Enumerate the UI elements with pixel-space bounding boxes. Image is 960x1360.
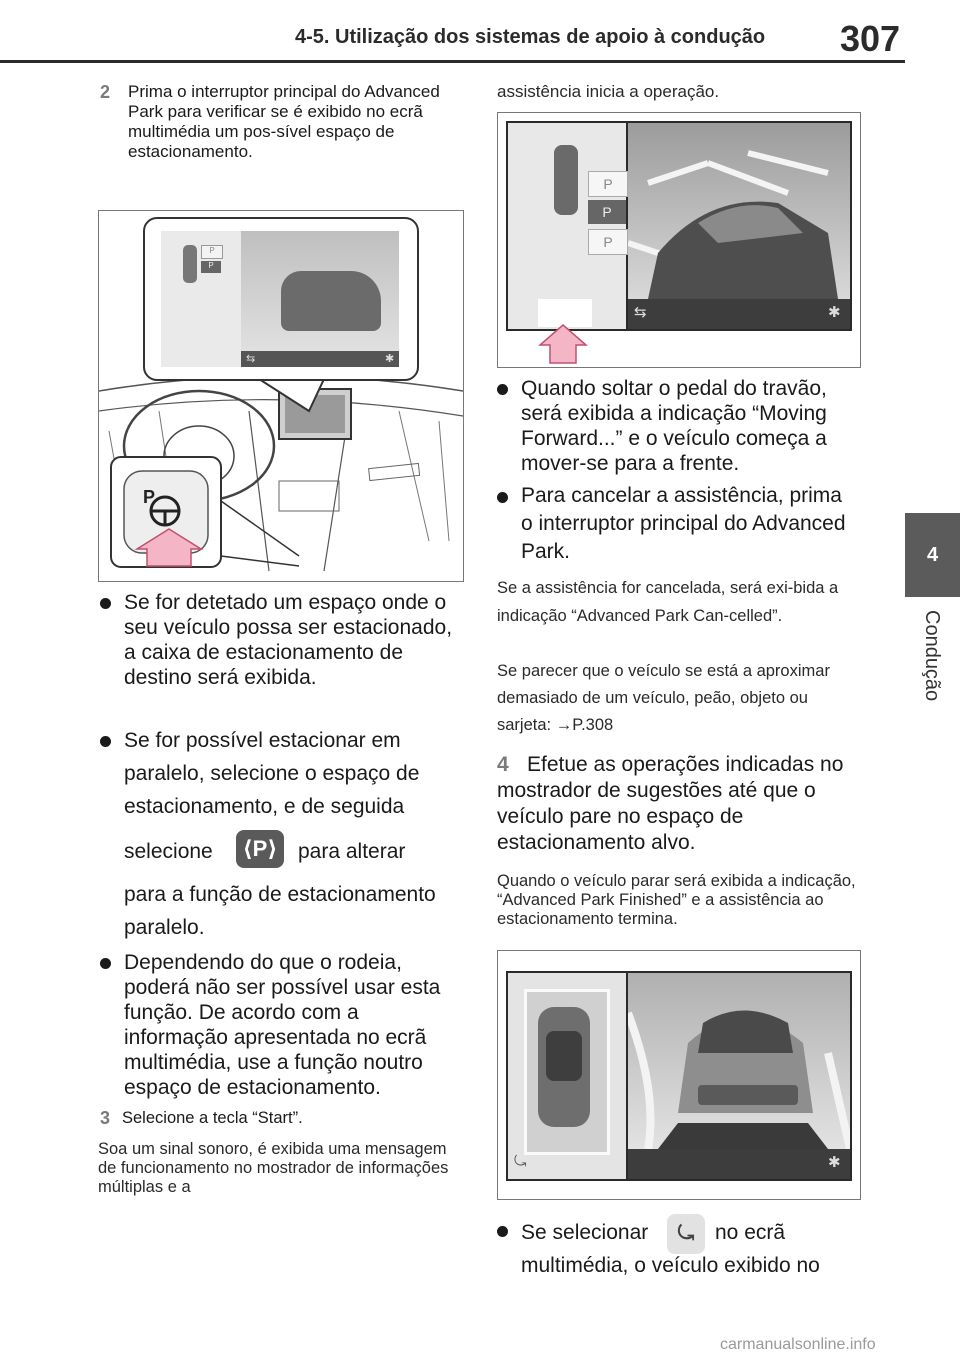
multimedia-screen <box>506 971 852 1181</box>
moving-forward-figure <box>497 112 861 368</box>
cancel-note: Se a assistência for cancelada, será exi-bida a indicação “Advanced Park Can-celled”. <box>497 579 839 625</box>
watermark: carmanualsonline.info <box>720 1336 876 1353</box>
rear-camera-view <box>628 973 850 1149</box>
parking-space-label: P <box>201 245 223 259</box>
parking-space-label-selected: P <box>201 261 221 273</box>
multimedia-screen <box>161 231 399 367</box>
header-divider <box>0 60 905 63</box>
bullet-cancel: Para cancelar a assistência, prima o interruptor principal do Advanced Park. <box>497 482 859 566</box>
parking-space-label-selected: P <box>588 200 626 224</box>
step-4: 4 Efetue as operações indicadas no mostrador de sugestões até que o veículo pare no espaço de estacionamento alvo. <box>497 753 844 854</box>
parallel-park-icon[interactable]: ⇆ <box>246 353 256 365</box>
parking-lines <box>628 123 850 299</box>
page-reference-link[interactable]: →P.308 <box>555 716 614 734</box>
gear-icon[interactable]: ✱ <box>828 1154 841 1171</box>
proximity-note: Se parecer que o veículo se está a aproximar demasiado de um veículo, peão, objeto ou sarjeta: →P.308 <box>497 662 830 734</box>
bullet-dot <box>100 598 111 609</box>
step-4-note: Quando o veículo parar será exibida a indicação, “Advanced Park Finished” e a assistência ao estacionamento termina. <box>497 872 856 928</box>
parking-space-label: P <box>588 171 628 197</box>
screen-callout <box>143 217 419 381</box>
bullet-parallel-parking: Se for possível estacionar em paralelo, selecione o espaço de estacionamento, e de seguida <box>100 724 465 823</box>
pointer-arrow <box>538 323 588 365</box>
chapter-tab: 4 <box>905 513 960 597</box>
gear-icon[interactable]: ✱ <box>828 304 841 321</box>
bullet-dot <box>100 736 111 747</box>
bullet-dot <box>100 958 111 969</box>
chapter-label: Condução <box>921 610 943 702</box>
bullet-dot <box>497 1226 508 1237</box>
bullet-detected-space: Se for detetado um espaço onde o seu veículo possa ser estacionado, a caixa de estacionamento de destino será exibida. <box>100 590 465 690</box>
parking-space-label: P <box>588 229 628 255</box>
bullet-surroundings: Dependendo do que o rodeia, poderá não ser possível usar esta função. De acordo com a informação apresentada no ecrã multimédia, use a função noutro espaço de estacionamento. <box>100 950 465 1100</box>
gear-icon[interactable]: ✱ <box>385 353 395 365</box>
multimedia-screen <box>506 121 852 331</box>
bullet-view-switch-line2: multimédia, o veículo exibido no <box>521 1254 820 1277</box>
page-number: 307 <box>840 18 901 59</box>
step-3: 3 Selecione a tecla “Start”. <box>100 1108 303 1128</box>
continuation-text: assistência inicia a operação. <box>497 82 720 101</box>
step-3-note: Soa um sinal sonoro, é exibida uma mensagem de funcionamento no mostrador de informações múltiplas e a <box>98 1140 449 1196</box>
bullet-parallel-select-line: selecione ⟨P⟩ para alterar <box>124 830 464 874</box>
bullet-parallel-tail: para a função de estacionamento paralelo. <box>124 883 436 939</box>
bullet-moving-forward: Quando soltar o pedal do travão, será exibida a indicação “Moving Forward...” e o veículo começa a mover-se para a frente. <box>497 376 859 476</box>
section-title: 4-5. Utilização dos sistemas de apoio à condução <box>295 26 766 48</box>
parallel-park-icon[interactable]: ⇆ <box>634 304 647 321</box>
park-finished-figure <box>497 950 861 1200</box>
view-switch-icon: ⤿ <box>667 1214 705 1254</box>
step-2-text: Prima o interruptor principal do Advanced Park para verificar se é exibido no ecrã multimédia um pos-sível espaço de estacionamento. <box>128 82 440 161</box>
dashboard-figure <box>98 210 464 582</box>
view-switch-icon[interactable]: ⤿ <box>514 1153 527 1170</box>
bullet-view-switch: Se selecionar ⤿ no ecrã <box>497 1214 859 1258</box>
bullet-dot <box>497 384 508 395</box>
bullet-dot <box>497 492 508 503</box>
switch-p-label: P <box>143 487 156 507</box>
step-2: 2 Prima o interruptor principal do Advanced Park para verificar se é exibido no ecrã multimédia um pos-sível espaço de estacionamento. <box>100 82 470 162</box>
parallel-park-icon: ⟨P⟩ <box>236 830 284 868</box>
